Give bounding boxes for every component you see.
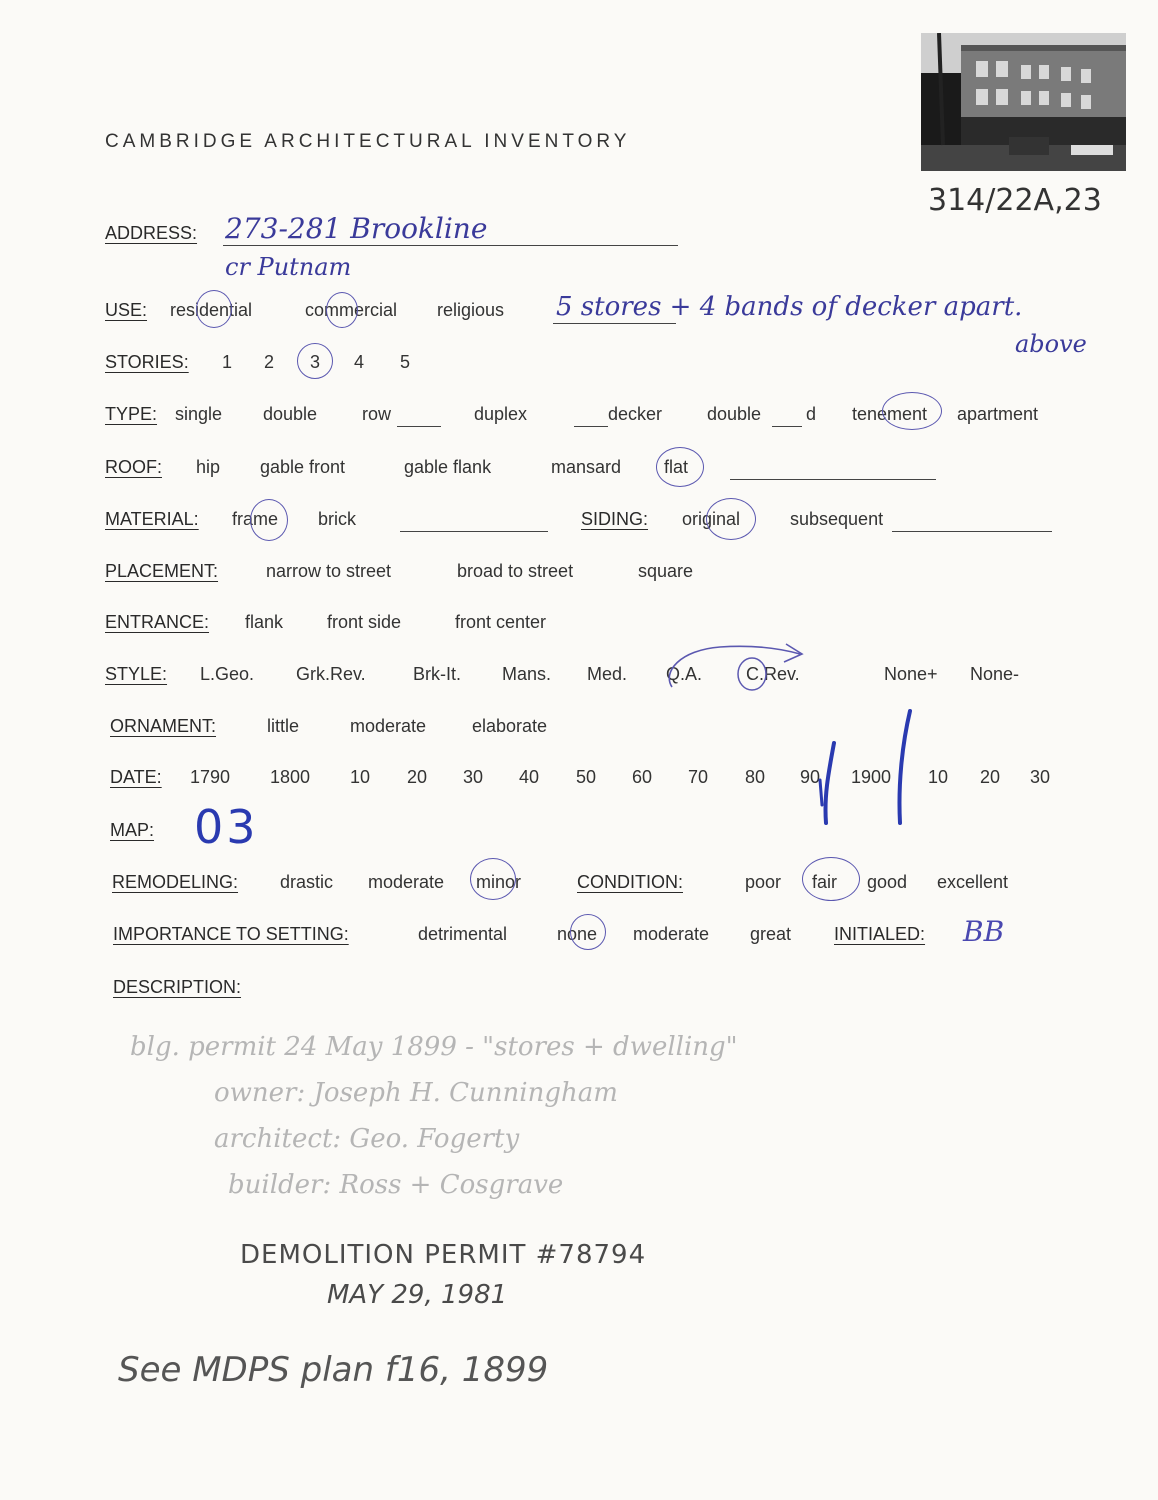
circle-fair xyxy=(802,857,860,901)
entrance-flank: flank xyxy=(245,612,284,632)
roof-blank xyxy=(730,478,936,480)
circle-flat xyxy=(656,447,704,487)
date-1910: 10 xyxy=(928,767,949,787)
material-brick: brick xyxy=(318,509,357,529)
style-crev: C.Rev. xyxy=(746,664,800,684)
description-line-permit: blg. permit 24 May 1899 - "stores + dwelling" xyxy=(130,1032,738,1062)
date-60: 60 xyxy=(632,767,653,787)
row-blank xyxy=(397,425,441,427)
siding-original: original xyxy=(682,509,741,529)
condition-good: good xyxy=(867,872,908,892)
style-lgeo: L.Geo. xyxy=(200,664,255,684)
importance-detrimental: detrimental xyxy=(418,924,508,944)
stories-4: 4 xyxy=(354,352,365,372)
roof-label: ROOF: xyxy=(105,457,162,477)
style-label: STYLE: xyxy=(105,664,168,684)
building-photo xyxy=(921,33,1126,171)
type-double-decker: double xyxy=(707,404,762,424)
condition-excellent: excellent xyxy=(937,872,1009,892)
building-photo-icon xyxy=(921,33,1126,171)
date-1930: 30 xyxy=(1030,767,1051,787)
map-value: 03 xyxy=(194,800,259,854)
entrance-front-center: front center xyxy=(455,612,547,632)
placement-narrow: narrow to street xyxy=(266,561,392,581)
circle-residential xyxy=(196,290,232,328)
circle-minor xyxy=(470,858,516,900)
decker-blank xyxy=(574,425,608,427)
see-plan-note: See MDPS plan f16, 1899 xyxy=(118,1350,549,1390)
description-label: DESCRIPTION: xyxy=(113,977,242,997)
style-med: Med. xyxy=(587,664,628,684)
map-label: MAP: xyxy=(110,820,155,840)
type-decker: decker xyxy=(608,404,663,424)
use-line xyxy=(553,322,676,324)
placement-label: PLACEMENT: xyxy=(105,561,219,581)
style-qa: Q.A. xyxy=(666,664,703,684)
material-blank xyxy=(400,530,548,532)
style-none-plus: None+ xyxy=(884,664,938,684)
date-1800: 1800 xyxy=(270,767,311,787)
roof-gable-front: gable front xyxy=(260,457,346,477)
demolition-date: MAY 29, 1981 xyxy=(327,1280,508,1310)
date-30: 30 xyxy=(463,767,484,787)
circle-original xyxy=(706,498,756,540)
importance-label: IMPORTANCE TO SETTING: xyxy=(113,924,349,944)
type-label: TYPE: xyxy=(105,404,158,424)
use-label: USE: xyxy=(105,300,148,320)
stories-3: 3 xyxy=(310,352,321,372)
parcel-id: 314/22A,23 xyxy=(928,183,1102,218)
remodeling-label: REMODELING: xyxy=(112,872,239,892)
style-mans: Mans. xyxy=(502,664,552,684)
remodeling-drastic: drastic xyxy=(280,872,334,892)
type-tenement: tenement xyxy=(852,404,928,424)
use-commercial: commercial xyxy=(305,300,398,320)
date-1920: 20 xyxy=(980,767,1001,787)
description-line-builder: builder: Ross + Cosgrave xyxy=(228,1170,564,1200)
circle-tenement xyxy=(882,392,942,430)
type-row: row xyxy=(362,404,392,424)
condition-poor: poor xyxy=(745,872,782,892)
circle-none xyxy=(570,914,606,950)
stories-5: 5 xyxy=(400,352,411,372)
siding-blank xyxy=(892,530,1052,532)
demolition-permit: DEMOLITION PERMIT #78794 xyxy=(240,1240,647,1270)
stories-1: 1 xyxy=(222,352,233,372)
style-none-minus: None- xyxy=(970,664,1020,684)
date-80: 80 xyxy=(745,767,766,787)
date-label: DATE: xyxy=(110,767,162,787)
use-religious: religious xyxy=(437,300,505,320)
circle-stories-3 xyxy=(297,343,333,379)
ornament-label: ORNAMENT: xyxy=(110,716,217,736)
double-decker-blank xyxy=(772,425,802,427)
description-line-architect: architect: Geo. Fogerty xyxy=(214,1124,520,1154)
description-line-owner: owner: Joseph H. Cunningham xyxy=(214,1078,618,1108)
initialed-value: BB xyxy=(963,915,1005,948)
condition-label: CONDITION: xyxy=(577,872,683,892)
use-residential: residential xyxy=(170,300,253,320)
material-label: MATERIAL: xyxy=(105,509,199,529)
type-d: d xyxy=(806,404,817,424)
use-note: 5 stores + 4 bands of decker apart. xyxy=(556,292,1023,322)
remodeling-moderate: moderate xyxy=(368,872,445,892)
siding-subsequent: subsequent xyxy=(790,509,884,529)
date-90: 90 xyxy=(800,767,821,787)
importance-none: none xyxy=(557,924,598,944)
circle-commercial xyxy=(326,292,358,328)
ornament-little: little xyxy=(267,716,300,736)
type-apartment: apartment xyxy=(957,404,1039,424)
entrance-label: ENTRANCE: xyxy=(105,612,210,632)
date-1900: 1900 xyxy=(851,767,892,787)
style-grkrev: Grk.Rev. xyxy=(296,664,366,684)
material-frame: frame xyxy=(232,509,279,529)
date-1790: 1790 xyxy=(190,767,231,787)
importance-moderate: moderate xyxy=(633,924,710,944)
placement-broad: broad to street xyxy=(457,561,574,581)
address-label: ADDRESS: xyxy=(105,223,198,243)
placement-square: square xyxy=(638,561,694,581)
remodeling-minor: minor xyxy=(476,872,522,892)
date-20: 20 xyxy=(407,767,428,787)
entrance-front-side: front side xyxy=(327,612,402,632)
use-note-above: above xyxy=(1015,330,1087,358)
roof-flat: flat xyxy=(664,457,689,477)
style-brkit: Brk-It. xyxy=(413,664,461,684)
siding-label: SIDING: xyxy=(581,509,649,529)
stories-2: 2 xyxy=(264,352,275,372)
initialed-label: INITIALED: xyxy=(834,924,926,944)
condition-fair: fair xyxy=(812,872,838,892)
circle-frame xyxy=(250,499,288,541)
date-50: 50 xyxy=(576,767,597,787)
ornament-moderate: moderate xyxy=(350,716,427,736)
date-40: 40 xyxy=(519,767,540,787)
date-range-marks-icon xyxy=(810,705,920,835)
form-title: CAMBRIDGE ARCHITECTURAL INVENTORY xyxy=(105,131,631,152)
style-arrow-icon xyxy=(660,632,810,692)
type-double: double xyxy=(263,404,318,424)
address-value: 273-281 Brookline xyxy=(225,212,488,245)
roof-mansard: mansard xyxy=(551,457,622,477)
date-10: 10 xyxy=(350,767,371,787)
address-cross-street: cr Putnam xyxy=(225,253,352,281)
roof-gable-flank: gable flank xyxy=(404,457,492,477)
stories-label: STORIES: xyxy=(105,352,189,372)
importance-great: great xyxy=(750,924,792,944)
ornament-elaborate: elaborate xyxy=(472,716,548,736)
roof-hip: hip xyxy=(196,457,221,477)
type-single: single xyxy=(175,404,223,424)
date-70: 70 xyxy=(688,767,709,787)
type-duplex: duplex xyxy=(474,404,528,424)
